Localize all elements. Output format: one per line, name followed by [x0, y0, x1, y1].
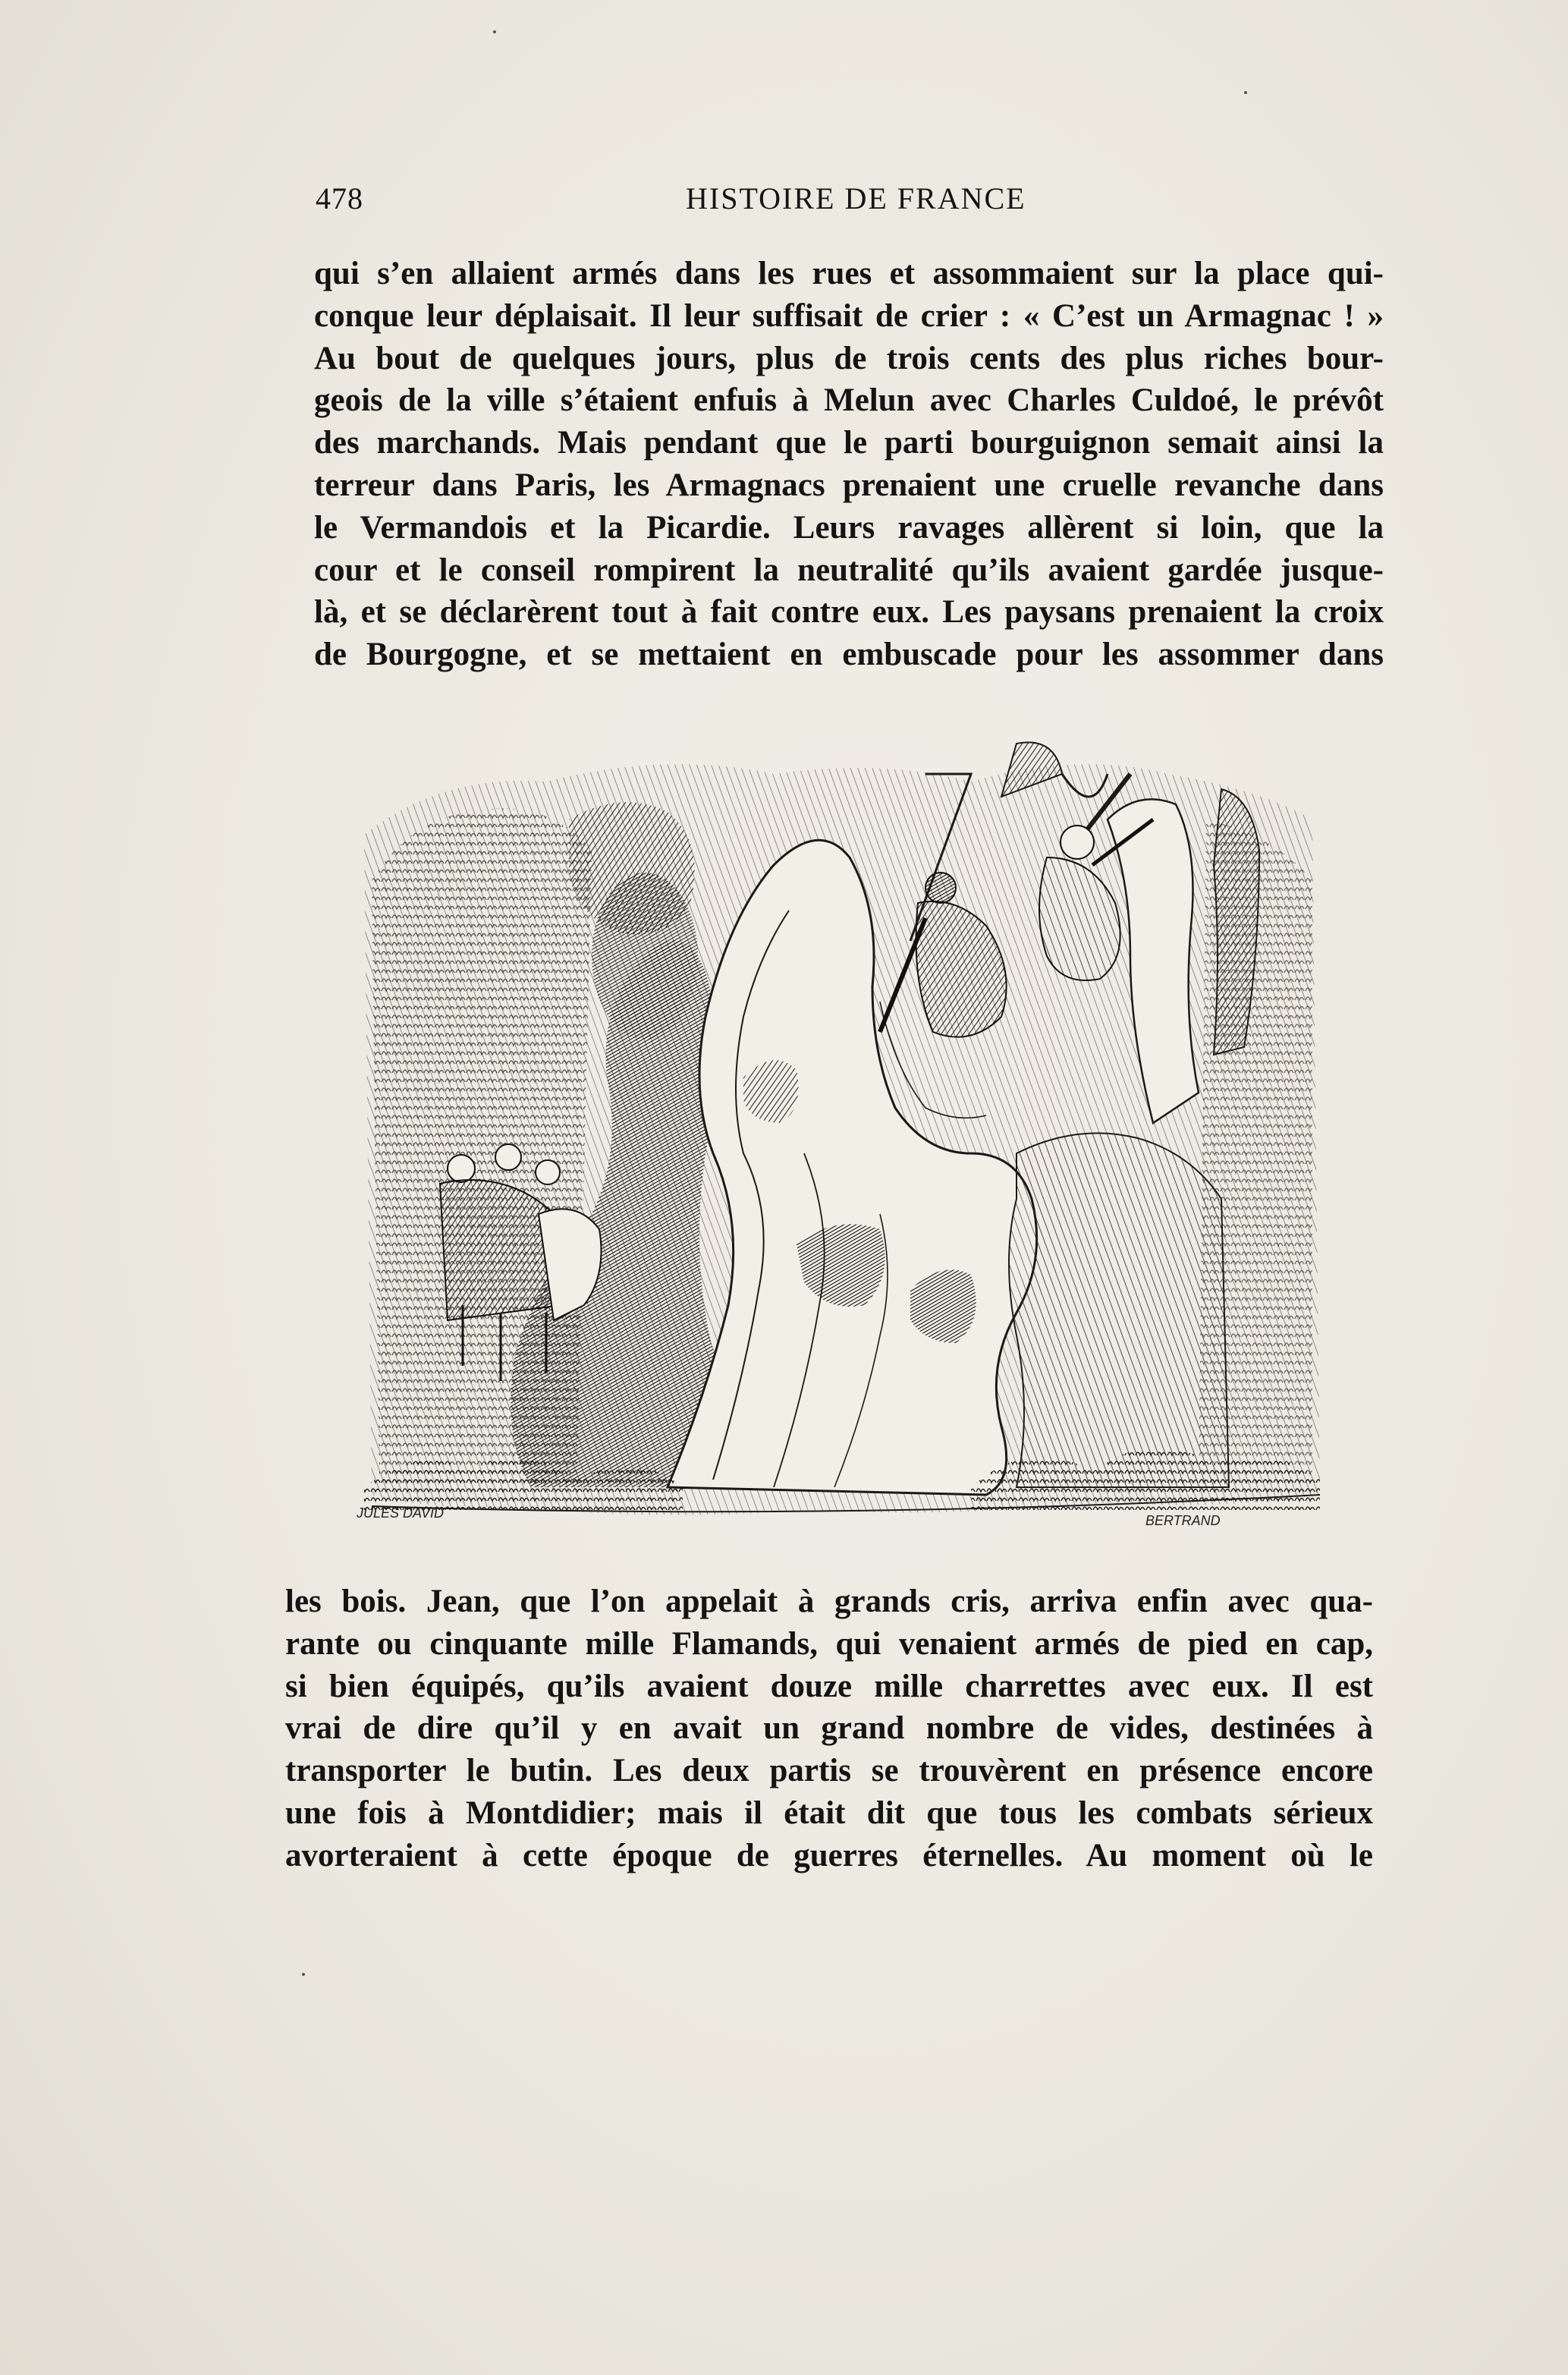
text-line: une fois à Montdidier; mais il était dit que tous les combats sérieux	[285, 1795, 1373, 1831]
text-line: là, et se déclarèrent tout à fait contre eux. Les paysans prenaient la croix	[314, 594, 1384, 631]
text-line: avorteraient à cette époque de guerres éternelles. Au moment où le	[285, 1837, 1373, 1873]
text-line: Au bout de quelques jours, plus de trois cents des plus riches bour-	[314, 340, 1384, 376]
body-text-top	[314, 253, 1384, 676]
text-line: terreur dans Paris, les Armagnacs prenaient une cruelle revanche dans	[314, 467, 1384, 503]
page-number: 478	[316, 181, 363, 215]
text-line: rante ou cinquante mille Flamands, qui venaient armés de pied en cap,	[285, 1625, 1373, 1662]
paper-speck	[1244, 91, 1247, 94]
body-text-bottom	[285, 1581, 1373, 1877]
text-line: conque leur déplaisait. Il leur suffisait de crier : « C’est un Armagnac ! »	[314, 297, 1384, 334]
text-line: qui s’en allaient armés dans les rues et assommaient sur la place qui-	[314, 256, 1384, 291]
paper-speck	[493, 30, 496, 33]
text-line: cour et le conseil rompirent la neutralité qu’ils avaient gardée jusque-	[314, 552, 1384, 588]
text-line: des marchands. Mais pendant que le parti bourguignon semait ainsi la	[314, 425, 1384, 461]
engraver-signature: BERTRAND	[1145, 1513, 1221, 1528]
paper-speck	[302, 1973, 305, 1976]
text-line: de Bourgogne, et se mettaient en embuscade pour les assommer dans	[314, 637, 1384, 673]
artist-signature: JULES DAVID	[357, 1505, 445, 1521]
text-line: si bien équipés, qu’ils avaient douze mille charrettes avec eux. Il est	[285, 1668, 1373, 1704]
text-line: vrai de dire qu’il y en avait un grand nombre de vides, destinées à	[285, 1710, 1373, 1747]
text-line: les bois. Jean, que l’on appelait à grands cris, arriva enfin avec qua-	[285, 1584, 1373, 1619]
engraving-illustration	[349, 728, 1335, 1537]
text-line: le Vermandois et la Picardie. Leurs ravages allèrent si loin, que la	[314, 509, 1384, 546]
running-title: HISTOIRE DE FRANCE	[686, 181, 1026, 215]
text-line: transporter le butin. Les deux partis se trouvèrent en présence encore	[285, 1753, 1373, 1789]
running-head	[316, 181, 1378, 226]
text-line: geois de la ville s’étaient enfuis à Melun avec Charles Culdoé, le prévôt	[314, 382, 1384, 419]
